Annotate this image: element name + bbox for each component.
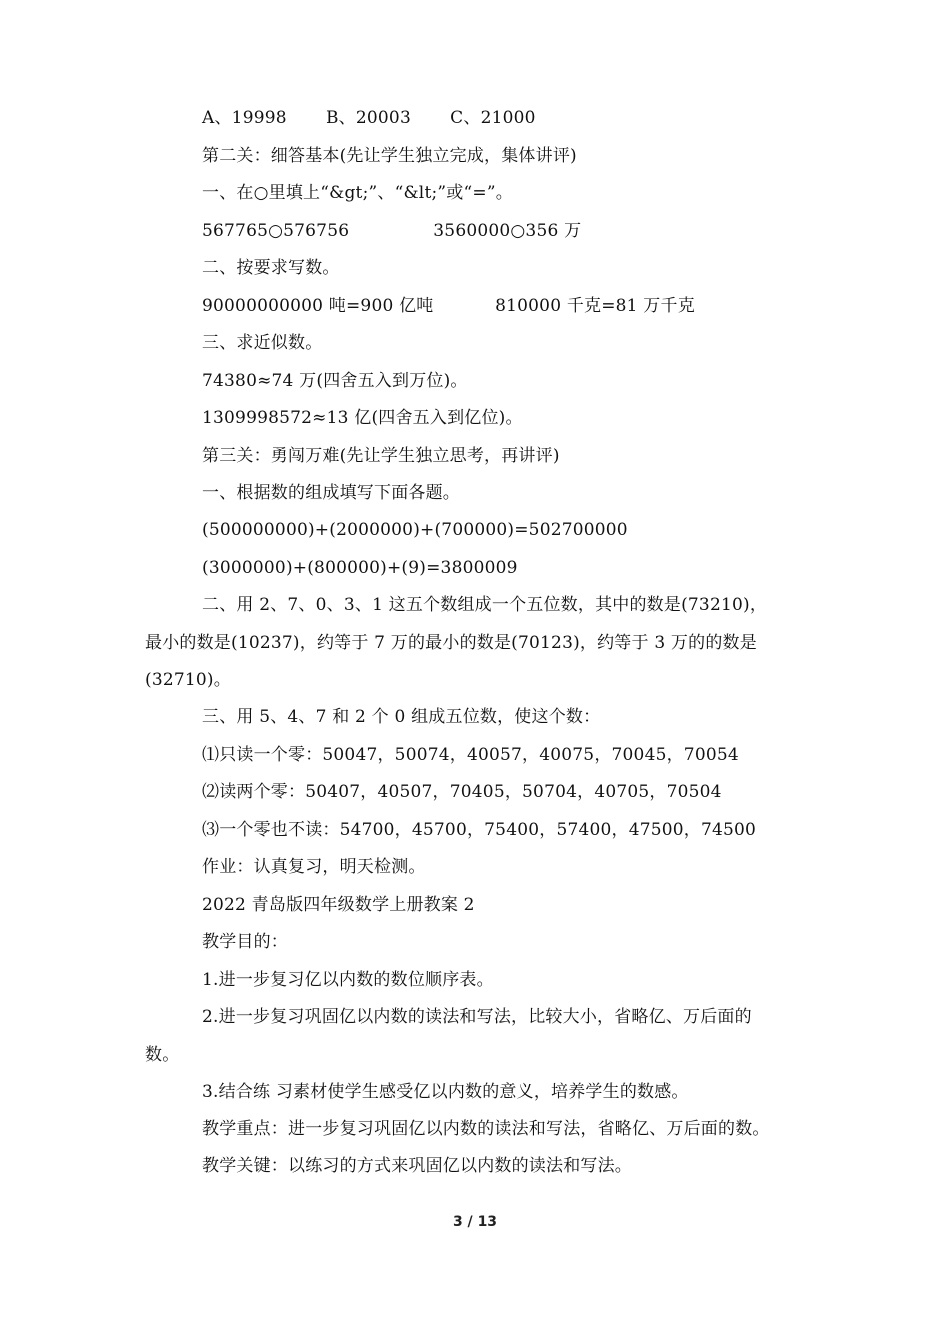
question-five-digit-cont-1: 最小的数是(10237)，约等于 7 万的最小的数是(70123)，约等于 3 万的的数是 [145,633,757,653]
lesson-plan-title: 2022 青岛版四年级数学上册教案 2 [202,895,475,915]
approximate-item-1: 74380≈74 万(四舍五入到万位)。 [202,371,468,391]
question-composition: 一、根据数的组成填写下面各题。 [202,483,460,503]
question-zeros: 三、用 5、4、7 和 2 个 0 组成五位数，使这个数： [202,707,601,727]
choice-options-line: A、19998 B、20003 C、21000 [202,108,536,128]
section-heading-level-2: 第二关：细答基本(先让学生独立完成，集体讲评) [202,146,577,166]
page-separator: / [462,1214,478,1230]
homework-line: 作业：认真复习，明天检测。 [202,857,426,877]
question-five-digit: 二、用 2、7、0、3、1 这五个数组成一个五位数，其中的数是(73210)， [202,595,768,615]
question-write-numbers: 二、按要求写数。 [202,258,340,278]
question-five-digit-cont-2: (32710)。 [145,670,231,690]
zeros-item-1: ⑴只读一个零：50047，50074，40057，40075，70045，70054 [202,745,739,765]
goal-3: 3.结合练 习素材使学生感受亿以内数的意义，培养学生的数感。 [202,1082,689,1102]
zeros-item-3: ⑶一个零也不读：54700，45700，75400，57400，47500，74500 [202,820,757,840]
approximate-item-2: 1309998572≈13 亿(四舍五入到亿位)。 [202,408,523,428]
current-page: 3 [452,1214,463,1230]
question-approximate: 三、求近似数。 [202,333,323,353]
teaching-goals-heading: 教学目的： [202,932,288,952]
section-heading-level-3: 第三关：勇闯万难(先让学生独立思考，再讲评) [202,446,560,466]
total-pages: 13 [477,1214,498,1230]
composition-item-1: (500000000)+(2000000)+(700000)=502700000 [202,520,628,540]
goal-2: 2.进一步复习巩固亿以内数的读法和写法，比较大小，省略亿、万后面的 [202,1007,752,1027]
page-number [0,1214,950,1230]
question-compare: 一、在○里填上“&gt;”、“&lt;”或“=”。 [202,183,513,203]
composition-item-2: (3000000)+(800000)+(9)=3800009 [202,558,518,578]
zeros-item-2: ⑵读两个零：50407，40507，70405，50704，40705，70504 [202,782,722,802]
teaching-focus: 教学重点：进一步复习巩固亿以内数的读法和写法，省略亿、万后面的数。 [202,1119,770,1139]
compare-items: 567765○576756 3560000○356 万 [202,221,582,241]
goal-1: 1.进一步复习亿以内数的数位顺序表。 [202,970,494,990]
teaching-key: 教学关键：以练习的方式来巩固亿以内数的读法和写法。 [202,1156,632,1176]
write-numbers-items: 90000000000 吨=900 亿吨 810000 千克=81 万千克 [202,296,695,316]
goal-2-cont: 数。 [145,1045,180,1065]
